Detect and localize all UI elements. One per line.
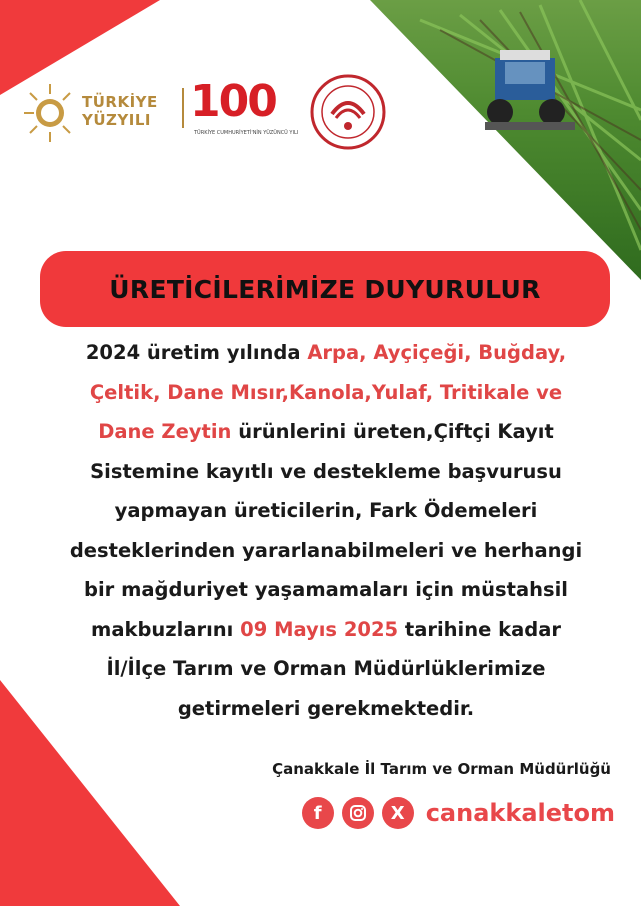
logo-divider — [182, 88, 184, 128]
facebook-icon[interactable]: f — [302, 797, 334, 829]
deadline-date: 09 Mayıs 2025 — [240, 617, 399, 641]
x-icon[interactable]: X — [382, 797, 414, 829]
crop-list-highlight: Çeltik, Dane Mısır,Kanola,Yulaf, Tritikale ve — [89, 380, 563, 404]
body-line — [20, 412, 632, 452]
centenary-caption: TÜRKİYE CUMHURİYETİ'NİN YÜZÜNCÜ YILI — [194, 130, 299, 136]
social-links — [302, 797, 615, 829]
body-line — [20, 610, 632, 650]
centenary-number: 100 — [190, 76, 276, 127]
body-line — [20, 333, 632, 373]
logo-row — [20, 74, 390, 154]
turkiye-yuzyili-logo — [20, 78, 180, 148]
social-handle[interactable]: canakkaletom — [425, 799, 615, 827]
centenary-logo — [188, 78, 308, 148]
body-line: yapmayan üreticilerin, Fark Ödemeleri — [114, 499, 538, 522]
body-text-segment: makbuzlarını — [91, 617, 241, 641]
body-text-segment: ürünlerini üreten,Çiftçi Kayıt — [231, 420, 554, 443]
crop-list-highlight: Dane Zeytin — [98, 420, 232, 443]
body-text-segment: tarihine kadar — [398, 617, 561, 641]
announcement-body — [20, 333, 632, 728]
announcement-title-banner — [40, 251, 610, 327]
crop-list-highlight: Arpa, Ayçiçeği, Buğday, — [307, 341, 567, 364]
logo-text-line1: TÜRKİYE — [82, 93, 158, 111]
ministry-seal-icon — [310, 74, 386, 150]
instagram-icon[interactable] — [342, 797, 374, 829]
organization-name: Çanakkale İl Tarım ve Orman Müdürlüğü — [272, 760, 611, 778]
body-line: Sistemine kayıtlı ve destekleme başvurusu — [90, 459, 562, 483]
announcement-title: ÜRETİCİLERİMİZE DUYURULUR — [109, 274, 541, 304]
body-line: İl/İlçe Tarım ve Orman Müdürlüklerimize — [106, 657, 546, 680]
body-line: bir mağduriyet yaşamamaları için müstahsil — [84, 578, 568, 601]
sun-emblem-icon — [20, 78, 80, 148]
body-line: desteklerinden yararlanabilmeleri ve herhangi — [69, 538, 583, 562]
logo-text-line2: YÜZYILI — [82, 111, 152, 129]
body-line: getirmeleri gerekmektedir. — [177, 696, 475, 720]
body-text-segment: 2024 üretim yılında — [85, 341, 308, 364]
